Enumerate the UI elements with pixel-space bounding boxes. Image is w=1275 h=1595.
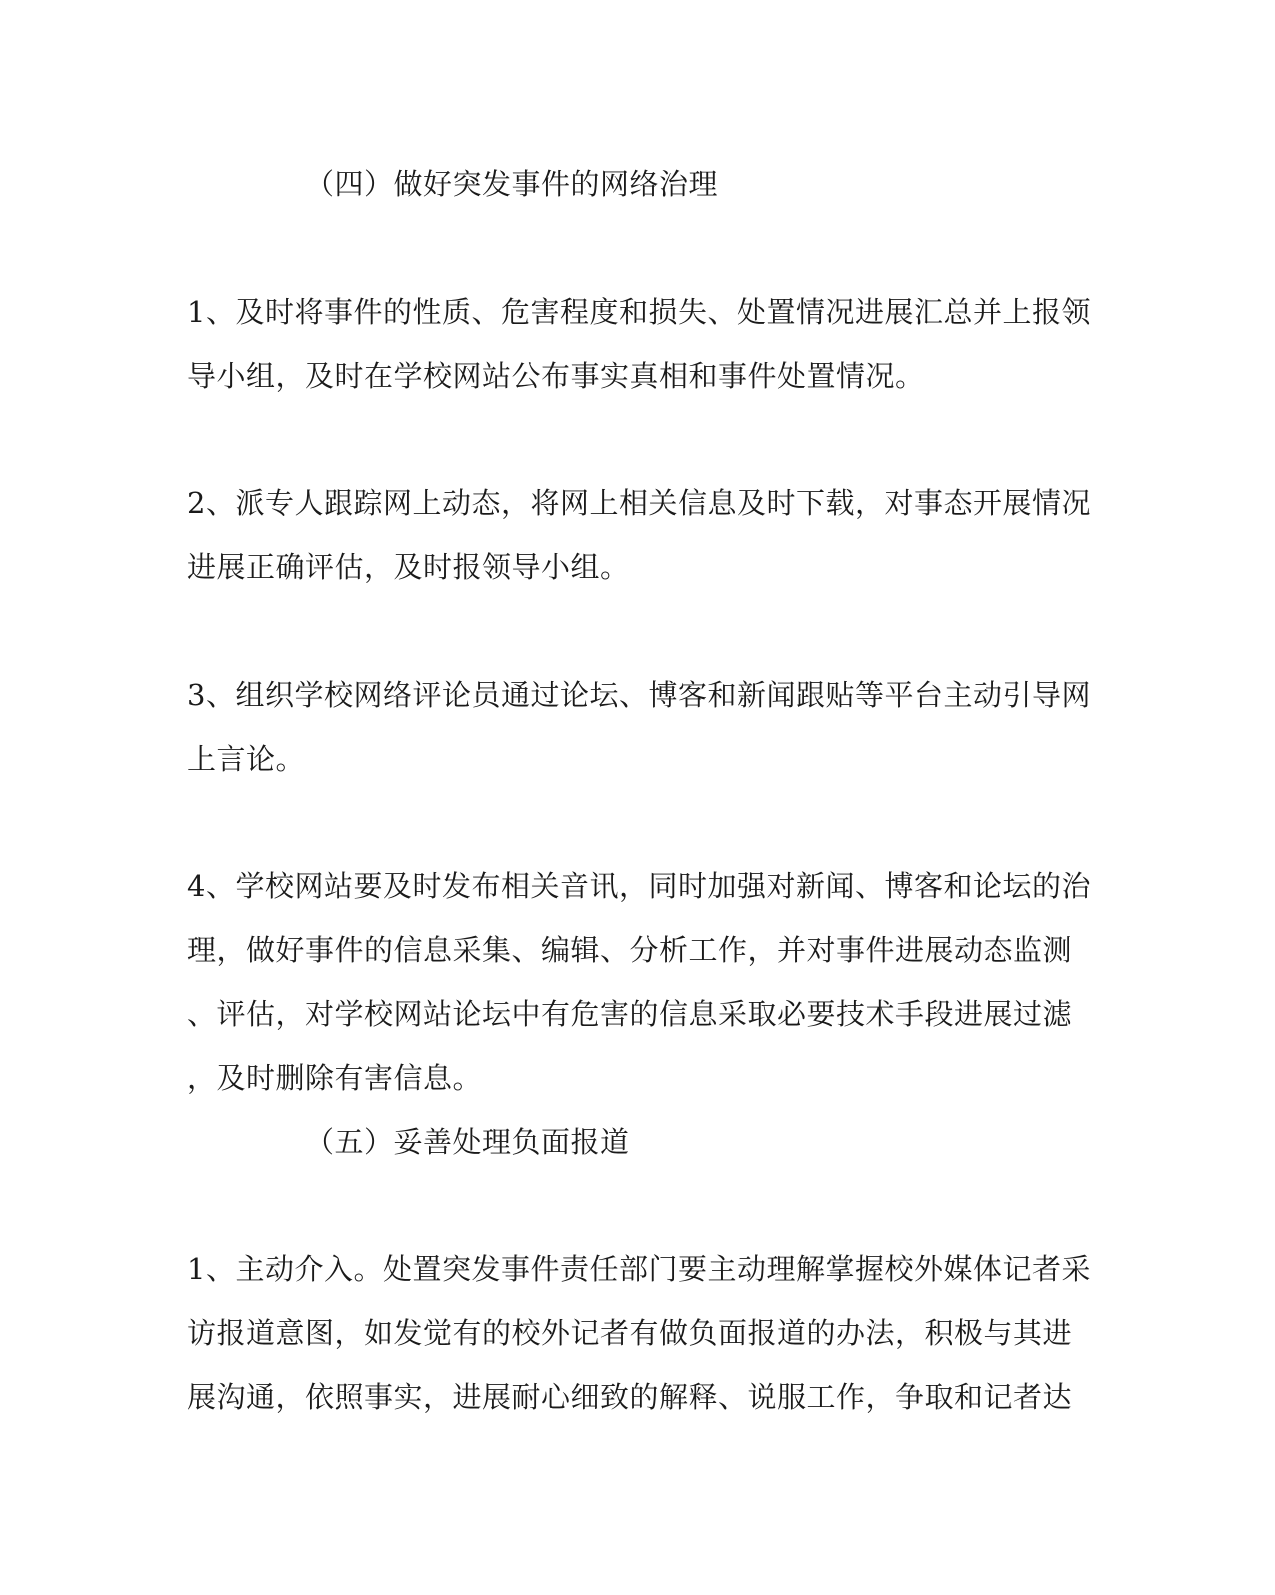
section-5-item-1-line-1: 1、主动介入。处置突发事件责任部门要主动理解掌握校外媒体记者采 (187, 1252, 1091, 1286)
section-4-item-4-line-4: ，及时删除有害信息。 (187, 1061, 483, 1095)
section-4-item-3-line-2: 上言论。 (187, 742, 306, 776)
section-5-item-1-line-3: 展沟通，依照事实，进展耐心细致的解释、说服工作，争取和记者达 (187, 1380, 1073, 1414)
section-4-item-1-line-2: 导小组，及时在学校网站公布事实真相和事件处置情况。 (187, 359, 925, 393)
section-5-item-1-line-2: 访报道意图，如发觉有的校外记者有做负面报道的办法，积极与其进 (187, 1316, 1073, 1350)
section-4-item-3-line-1: 3、组织学校网络评论员通过论坛、博客和新闻跟贴等平台主动引导网 (187, 678, 1091, 712)
section-4-item-2-line-1: 2、派专人跟踪网上动态，将网上相关信息及时下载，对事态开展情况 (187, 486, 1091, 520)
section-4-item-2-line-2: 进展正确评估，及时报领导小组。 (187, 550, 630, 584)
section-4-item-1-line-1: 1、及时将事件的性质、危害程度和损失、处置情况进展汇总并上报领 (187, 295, 1091, 329)
section-4-heading: （四）做好突发事件的网络治理 (305, 167, 719, 201)
section-4-item-4-line-3: 、评估，对学校网站论坛中有危害的信息采取必要技术手段进展过滤 (187, 997, 1073, 1031)
section-4-item-4-line-1: 4、学校网站要及时发布相关音讯，同时加强对新闻、博客和论坛的治 (187, 869, 1091, 903)
section-5-heading: （五）妥善处理负面报道 (305, 1125, 630, 1159)
section-4-item-4-line-2: 理，做好事件的信息采集、编辑、分析工作，并对事件进展动态监测 (187, 933, 1073, 967)
